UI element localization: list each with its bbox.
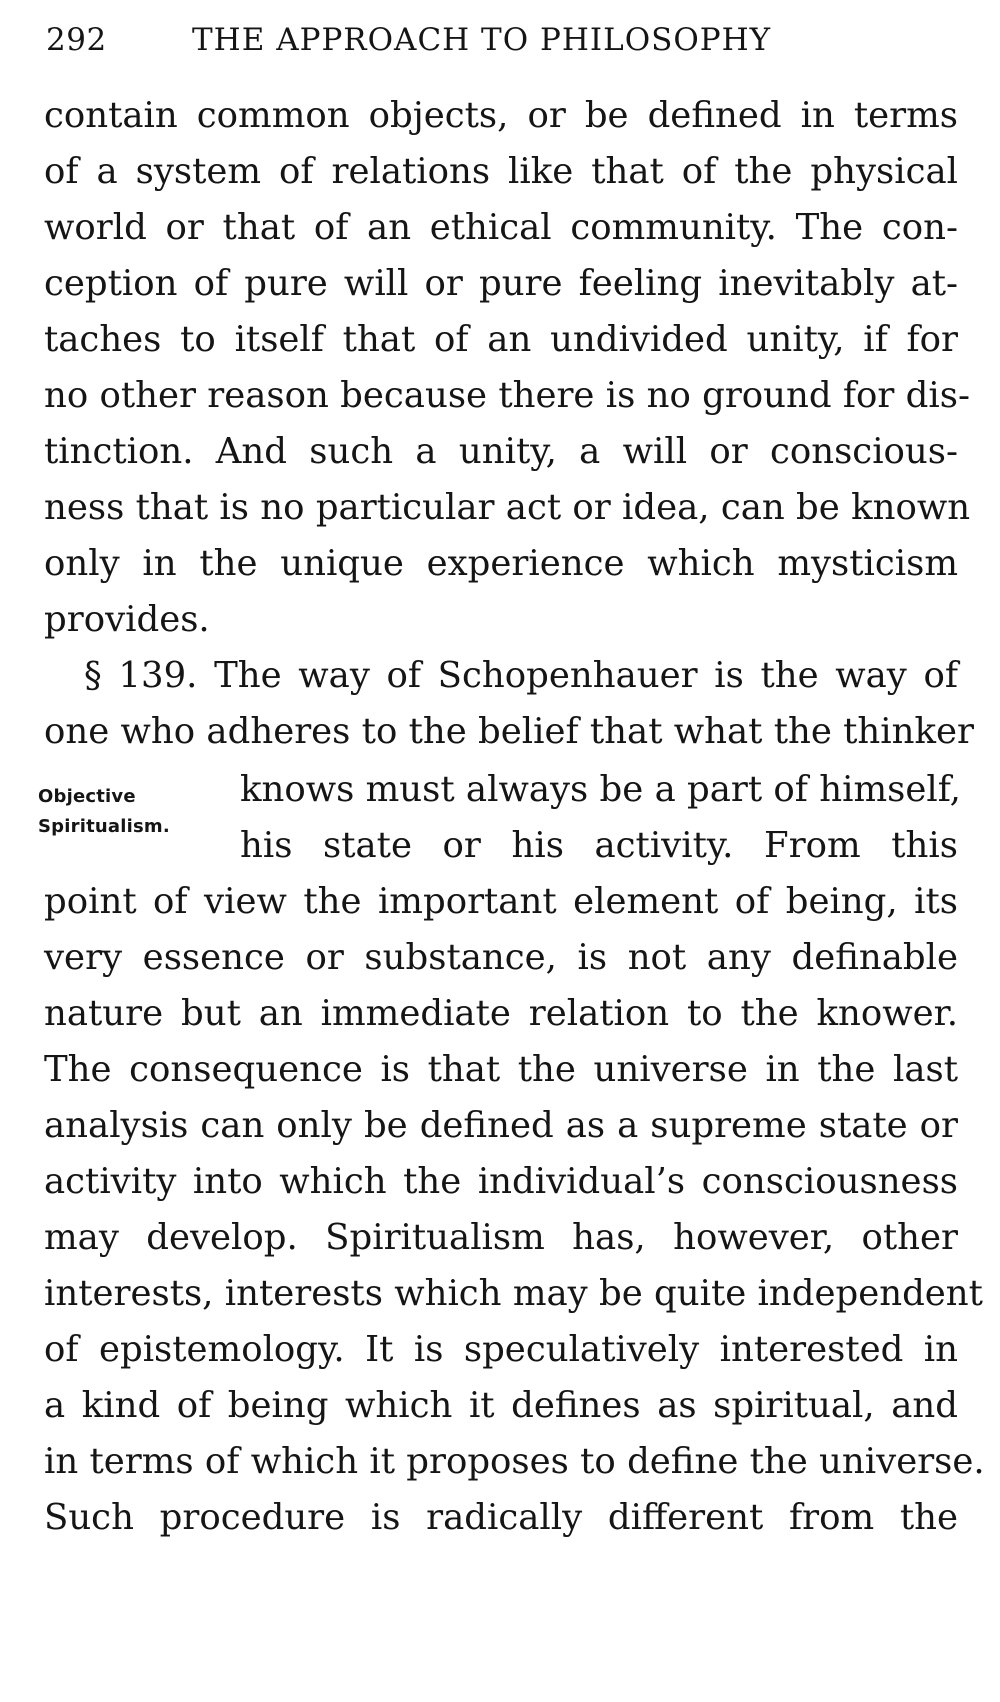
text-line: of epistemology. It is speculatively interested in bbox=[44, 1329, 958, 1370]
text-line: world or that of an ethical community. The con- bbox=[44, 207, 958, 248]
text-line: tinction. And such a unity, a will or conscious- bbox=[44, 431, 958, 472]
text-line: may develop. Spiritualism has, however, other bbox=[44, 1217, 958, 1258]
text-line: in terms of which it proposes to define the universe. bbox=[44, 1441, 985, 1482]
text-line: his state or his activity. From this bbox=[240, 825, 958, 866]
text-line: only in the unique experience which mysticism bbox=[44, 543, 958, 584]
text-line: Such procedure is radically different from the bbox=[44, 1497, 958, 1538]
text-line: contain common objects, or be defined in terms bbox=[44, 95, 958, 136]
section-start-line: § 139. The way of Schopenhauer is the way of bbox=[84, 655, 958, 696]
text-line: The consequence is that the universe in the last bbox=[44, 1049, 958, 1090]
text-line: taches to itself that of an undivided unity, if for bbox=[44, 319, 958, 360]
text-line: ness that is no particular act or idea, can be known bbox=[44, 487, 971, 528]
page-header bbox=[40, 16, 960, 64]
text-line: one who adheres to the belief that what the thinker bbox=[44, 711, 974, 752]
text-line: analysis can only be defined as a supreme state or bbox=[44, 1105, 958, 1146]
margin-note-line-2: Spiritualism. bbox=[38, 816, 170, 837]
text-line: point of view the important element of being, its bbox=[44, 881, 958, 922]
text-line: nature but an immediate relation to the knower. bbox=[44, 993, 958, 1034]
text-line: of a system of relations like that of the physical bbox=[44, 151, 958, 192]
text-line: interests, interests which may be quite independent bbox=[44, 1273, 983, 1314]
text-line: activity into which the individual’s consciousness bbox=[44, 1161, 958, 1202]
margin-note-line-1: Objective bbox=[38, 786, 136, 807]
text-line: ception of pure will or pure feeling inevitably at- bbox=[44, 263, 958, 304]
running-head: THE APPROACH TO PHILOSOPHY bbox=[192, 22, 772, 58]
text-line: very essence or substance, is not any definable bbox=[44, 937, 958, 978]
text-line: provides. bbox=[44, 599, 210, 640]
text-line: no other reason because there is no ground for dis- bbox=[44, 375, 970, 416]
page-number: 292 bbox=[46, 22, 107, 58]
text-line: knows must always be a part of himself, bbox=[240, 769, 961, 810]
text-line: a kind of being which it defines as spiritual, and bbox=[44, 1385, 958, 1426]
